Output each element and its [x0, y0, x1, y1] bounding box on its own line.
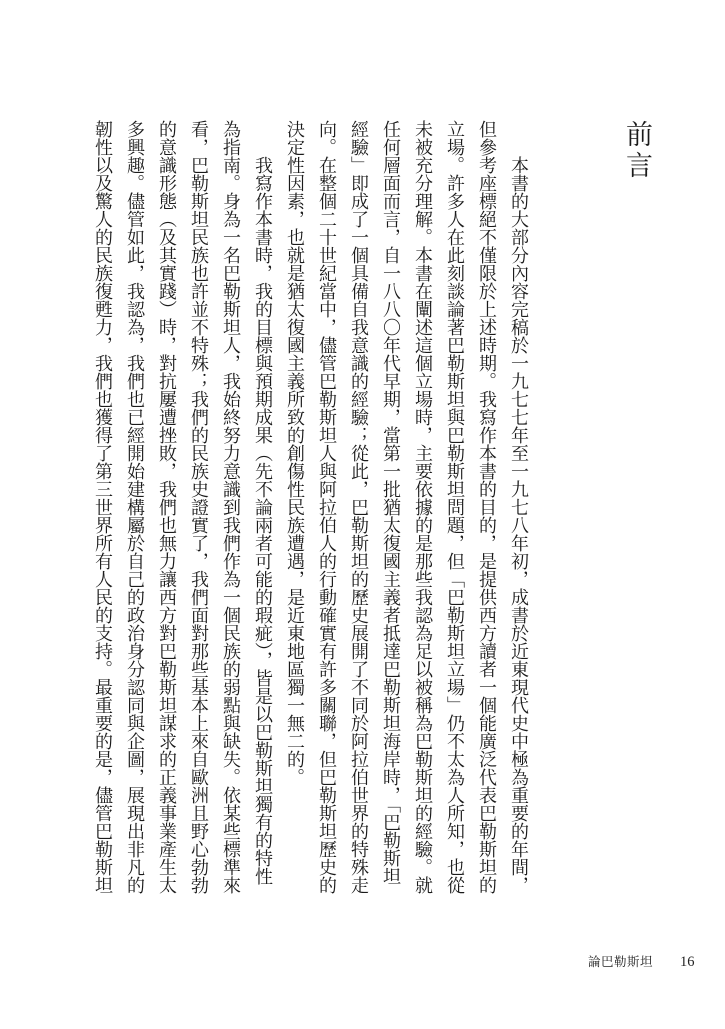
running-title: 論巴勒斯坦 — [588, 955, 654, 969]
paragraph-1: 本書的大部分內容完稿於一九七七年至一九七八年初，成書於近東現代史中極為重要的年間，但參考座標絕不僅限於上述時期。我寫作本書的目的，是提供西方讀者一個能廣泛代表巴勒斯坦的立場。許多人在此刻談論著巴勒斯坦與巴勒斯坦問題，但「巴勒斯坦立場」仍不太為人所知，也從未被充分理解。本書在闡述這個立場時，主要依據的是那些我認為足以被稱為巴勒斯坦的經驗。就任何層面而言，自一八八〇年代早期，當第一批猶太復國主義者抵達巴勒斯坦海岸時，「巴勒斯坦經驗」即成了一個具備自我意識的經驗；從此，巴勒斯坦的歷史展開了不同於阿拉伯世界的特殊走向。在整個二十世紀當中，儘管巴勒斯坦人與阿拉伯人的行動確實有許多關聯，但巴勒斯坦歷史的決定性因素，也就是猶太復國主義所致的創傷性民族遭遇，是近東地區獨一無二的。 — [285, 120, 529, 894]
preface-content — [87, 120, 650, 896]
page-number: 16 — [680, 954, 695, 970]
page-footer — [588, 952, 695, 971]
chapter-title: 前言 — [622, 120, 652, 182]
paragraph-2: 我寫作本書時，我的目標與預期成果（先不論兩者可能的瑕疵），皆是以巴勒斯坦獨有的特性為指南。身為一名巴勒斯坦人，我始終努力意識到我們作為一個民族的弱點與缺失。依某些標準來看，巴勒斯坦民族也許並不特殊；我們的民族史證實了，我們面對那些基本上來自歐洲且野心勃勃的意識形態（及其實踐）時，對抗屢遭挫敗，我們也無力讓西方對巴勒斯坦謀求的正義事業產生太多興趣。儘管如此，我認為，我們也已經開始建構屬於自己的政治身分認同與企圖，展現出非凡的韌性以及驚人的民族復甦力，我們也獲得了第三世界所有人民的支持。最重要的是，儘管巴勒斯坦 — [93, 120, 273, 894]
